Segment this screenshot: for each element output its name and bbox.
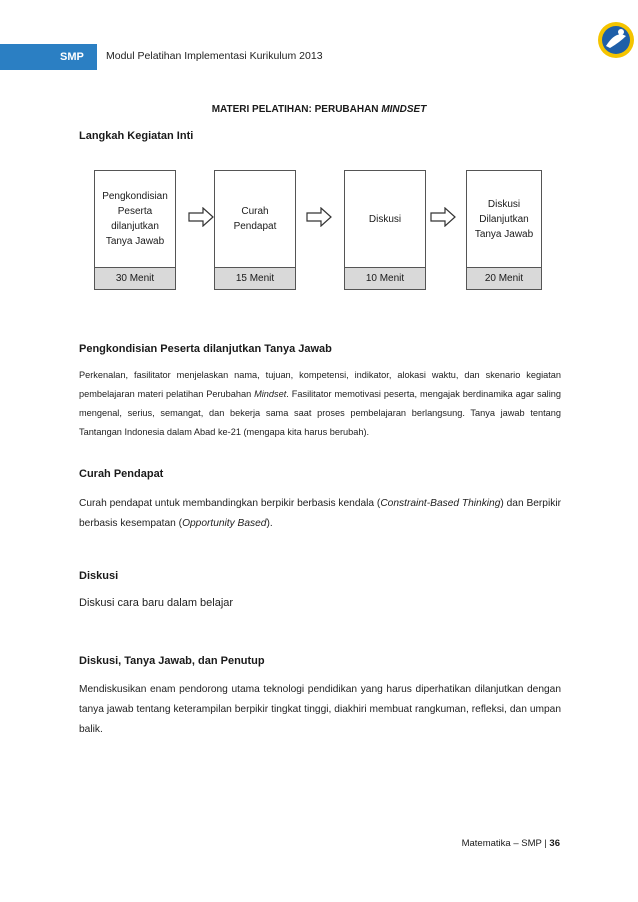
section-heading: Diskusi: [79, 570, 119, 582]
section-heading: Diskusi, Tanya Jawab, dan Penutup: [79, 655, 265, 667]
flow-step-label: Curah Pendapat: [233, 206, 277, 232]
flow-step: [214, 170, 296, 290]
flow-step-time: 20 Menit: [467, 267, 541, 289]
page-title-prefix: MATERI PELATIHAN: PERUBAHAN: [211, 104, 382, 115]
langkah-heading: Langkah Kegiatan Inti: [79, 130, 194, 142]
section-paragraph: Perkenalan, fasilitator menjelaskan nama, tujuan, kompetensi, indikator, alokasi waktu, dan skenario kegiatan pembelajaran materi pelatihan Perubahan Mindset. Fasilitator memotivasi peserta, mengajak berdinamika agar saling mengenal, serius, semangat, dan bekerja sama saat proses pembelajaran berlangsung. Tanya jawab tentang Tantangan Indonesia dalam Abad ke-21 (mengapa kita harus berubah).: [79, 370, 561, 437]
section-heading: Pengkondisian Peserta dilanjutkan Tanya Jawab: [79, 343, 332, 355]
page-header: [0, 44, 638, 72]
smp-badge: SMP: [0, 44, 94, 70]
flow-step: [94, 170, 176, 290]
flow-step-label: Pengkondisian Peserta dilanjutkan Tanya Jawab: [102, 191, 168, 247]
page-footer: [462, 838, 560, 849]
section-heading: Curah Pendapat: [79, 468, 164, 480]
section-paragraph: Diskusi cara baru dalam belajar: [79, 597, 234, 609]
header-title: Modul Pelatihan Implementasi Kurikulum 2013: [106, 50, 323, 62]
arrow-right-icon: [430, 207, 456, 227]
flow-step-time: 30 Menit: [95, 267, 175, 289]
section-paragraph: Mendiskusikan enam pendorong utama teknologi pendidikan yang harus diperhatikan dilanjutkan dengan tanya jawab tentang keterampilan berpikir tingkat tinggi, diakhiri membuat rangkuman, refleksi, dan umpan balik.: [79, 684, 561, 735]
page-title: [0, 104, 638, 115]
flow-step: [344, 170, 426, 290]
arrow-right-icon: [306, 207, 332, 227]
arrow-right-icon: [188, 207, 214, 227]
flow-step-label: Diskusi: [368, 213, 402, 225]
ministry-logo-icon: [596, 20, 636, 60]
header-divider: [94, 44, 97, 70]
footer-text: Matematika – SMP |: [461, 838, 550, 849]
flow-step-time: 10 Menit: [345, 267, 425, 289]
flow-step-time: 15 Menit: [215, 267, 295, 289]
flow-step-label: Diskusi Dilanjutkan Tanya Jawab: [474, 198, 534, 240]
page-number: 36: [549, 838, 560, 849]
flow-step: [466, 170, 542, 290]
page-title-emphasis: MINDSET: [381, 104, 427, 115]
section-paragraph: Curah pendapat untuk membandingkan berpikir berbasis kendala (Constraint-Based Thinking) dan Berpikir berbasis kesempatan (Opportunity Based).: [79, 498, 561, 529]
